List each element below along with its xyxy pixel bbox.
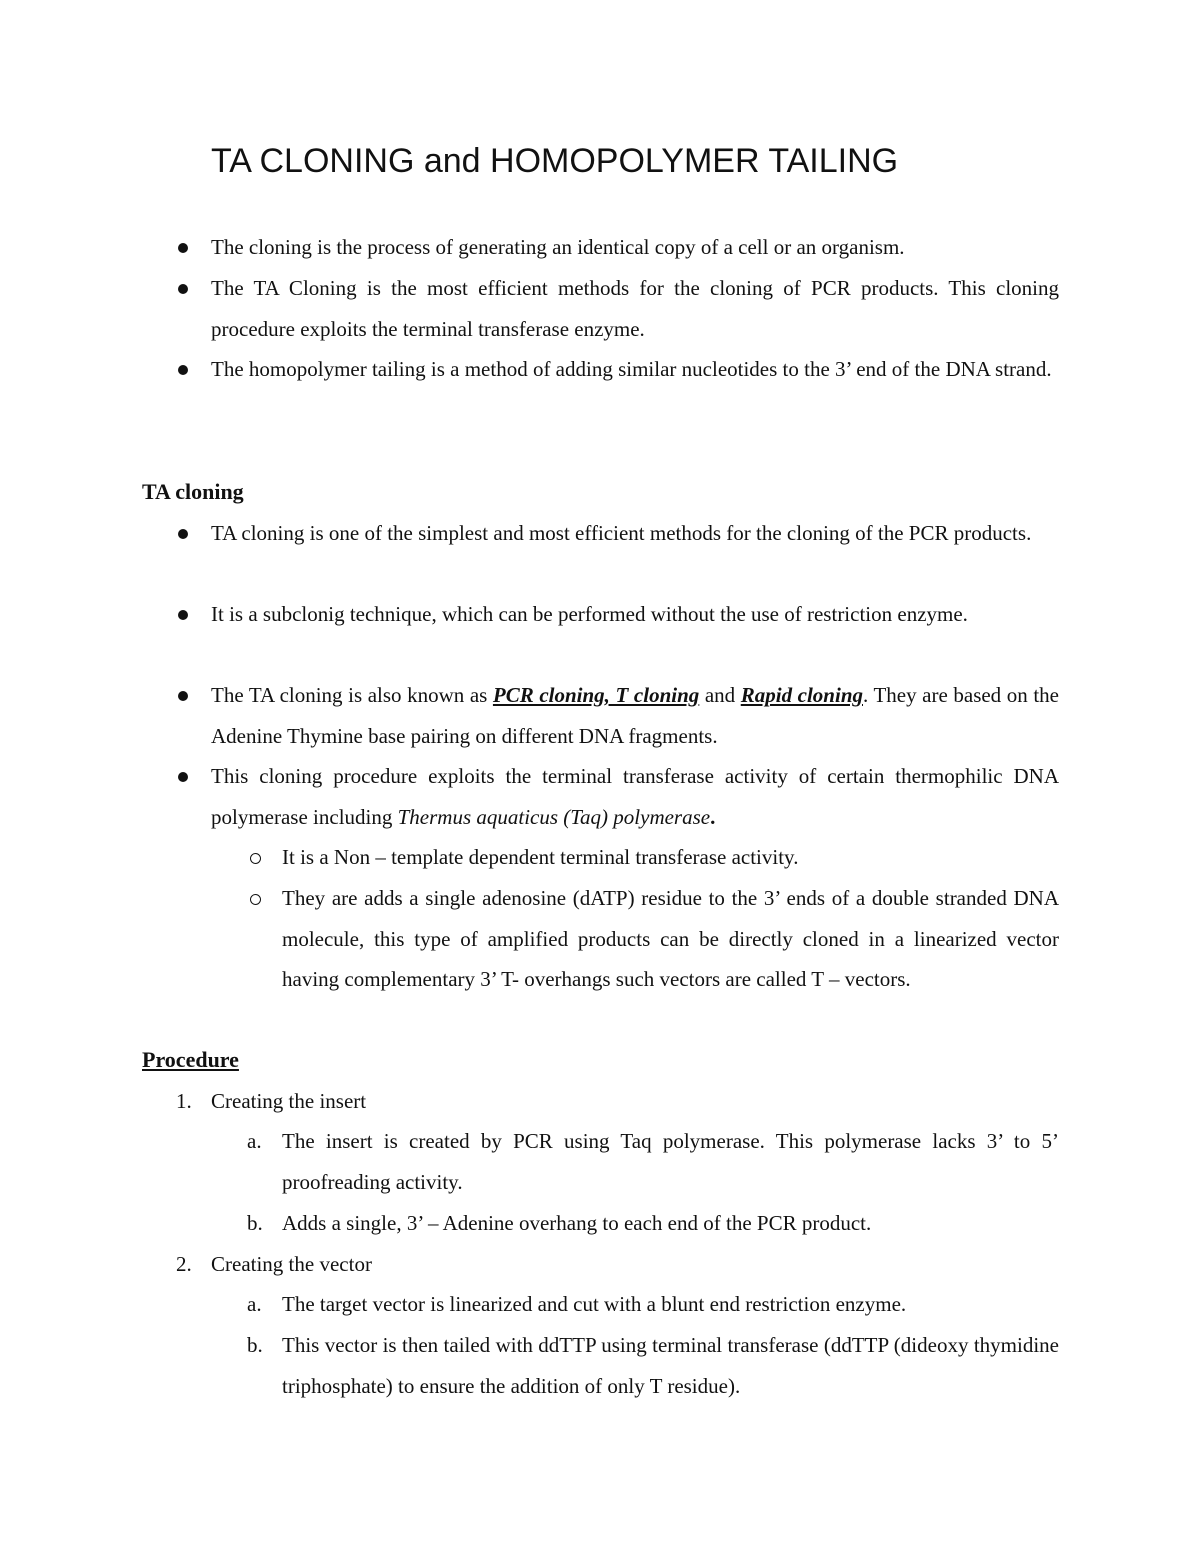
bullet-icon — [178, 691, 188, 701]
sub-step-marker: b. — [247, 1333, 263, 1357]
bullet-icon — [178, 610, 188, 620]
sub-bullet-icon — [250, 853, 261, 864]
ta-bullet-4-species: Thermus aquaticus (Taq) polymerase — [397, 804, 711, 829]
step-2-item-b: This vector is then tailed with ddTTP using terminal transferase (ddTTP (dideoxy thymidine triphosphate) to ensure the addition of only T residue). — [282, 1333, 1059, 1398]
step-1-item-b: Adds a single, 3’ – Adenine overhang to each end of the PCR product. — [282, 1211, 872, 1235]
bullet-icon — [178, 365, 188, 375]
section-heading-ta-cloning: TA cloning — [142, 479, 244, 504]
sub-step-marker: a. — [247, 1292, 262, 1316]
ta-sub-bullet-2: They are adds a single adenosine (dATP) residue to the 3’ ends of a double stranded DNA molecule, this type of amplified products can be directly cloned in a linearized vector having complementary 3’ T- overhangs such vectors are called T – vectors. — [282, 886, 1059, 992]
bullet-icon — [178, 284, 188, 294]
ta-term-rapid-cloning: Rapid cloning — [740, 683, 863, 707]
intro-bullet-3: The homopolymer tailing is a method of adding similar nucleotides to the 3’ end of the DNA strand. — [211, 357, 1052, 381]
ta-bullet-3 — [211, 675, 1059, 756]
ta-bullet-3-pre: The TA cloning is also known as — [211, 683, 493, 707]
ta-sub-bullet-1: It is a Non – template dependent terminal transferase activity. — [282, 845, 799, 869]
ta-bullet-4-post: . — [710, 804, 716, 829]
ta-bullet-3-mid: and — [699, 683, 741, 707]
ta-bullet-1: TA cloning is one of the simplest and most efficient methods for the cloning of the PCR products. — [211, 521, 1032, 545]
document-title: TA CLONING and HOMOPOLYMER TAILING — [211, 142, 899, 180]
section-heading-procedure: Procedure — [142, 1047, 239, 1072]
ta-term-pcr-t-cloning: PCR cloning, T cloning — [492, 683, 700, 707]
step-number: 1. — [176, 1089, 192, 1113]
step-2-item-a: The target vector is linearized and cut with a blunt end restriction enzyme. — [282, 1292, 907, 1316]
intro-bullet-1: The cloning is the process of generating an identical copy of a cell or an organism. — [211, 235, 905, 259]
bullet-icon — [178, 243, 188, 253]
sub-bullet-icon — [250, 894, 261, 905]
step-1-item-a: The insert is created by PCR using Taq polymerase. This polymerase lacks 3’ to 5’ proofreading activity. — [282, 1129, 1059, 1194]
ta-bullet-4 — [211, 756, 1059, 837]
bullet-icon — [178, 529, 188, 539]
ta-bullet-3-post: . They are based on the Adenine Thymine base pairing on different DNA fragments. — [211, 683, 1059, 748]
step-2-label: Creating the vector — [211, 1252, 372, 1276]
step-1-label: Creating the insert — [211, 1089, 367, 1113]
ta-bullet-4-pre: This cloning procedure exploits the terminal transferase activity of certain thermophilic DNA polymerase including — [211, 764, 1059, 829]
ta-bullet-2: It is a subclonig technique, which can be performed without the use of restriction enzyme. — [211, 602, 968, 626]
sub-step-marker: a. — [247, 1129, 262, 1153]
sub-step-marker: b. — [247, 1211, 263, 1235]
step-number: 2. — [176, 1252, 192, 1276]
bullet-icon — [178, 772, 188, 782]
intro-bullet-2: The TA Cloning is the most efficient methods for the cloning of PCR products. This cloning procedure exploits the terminal transferase enzyme. — [211, 276, 1059, 341]
